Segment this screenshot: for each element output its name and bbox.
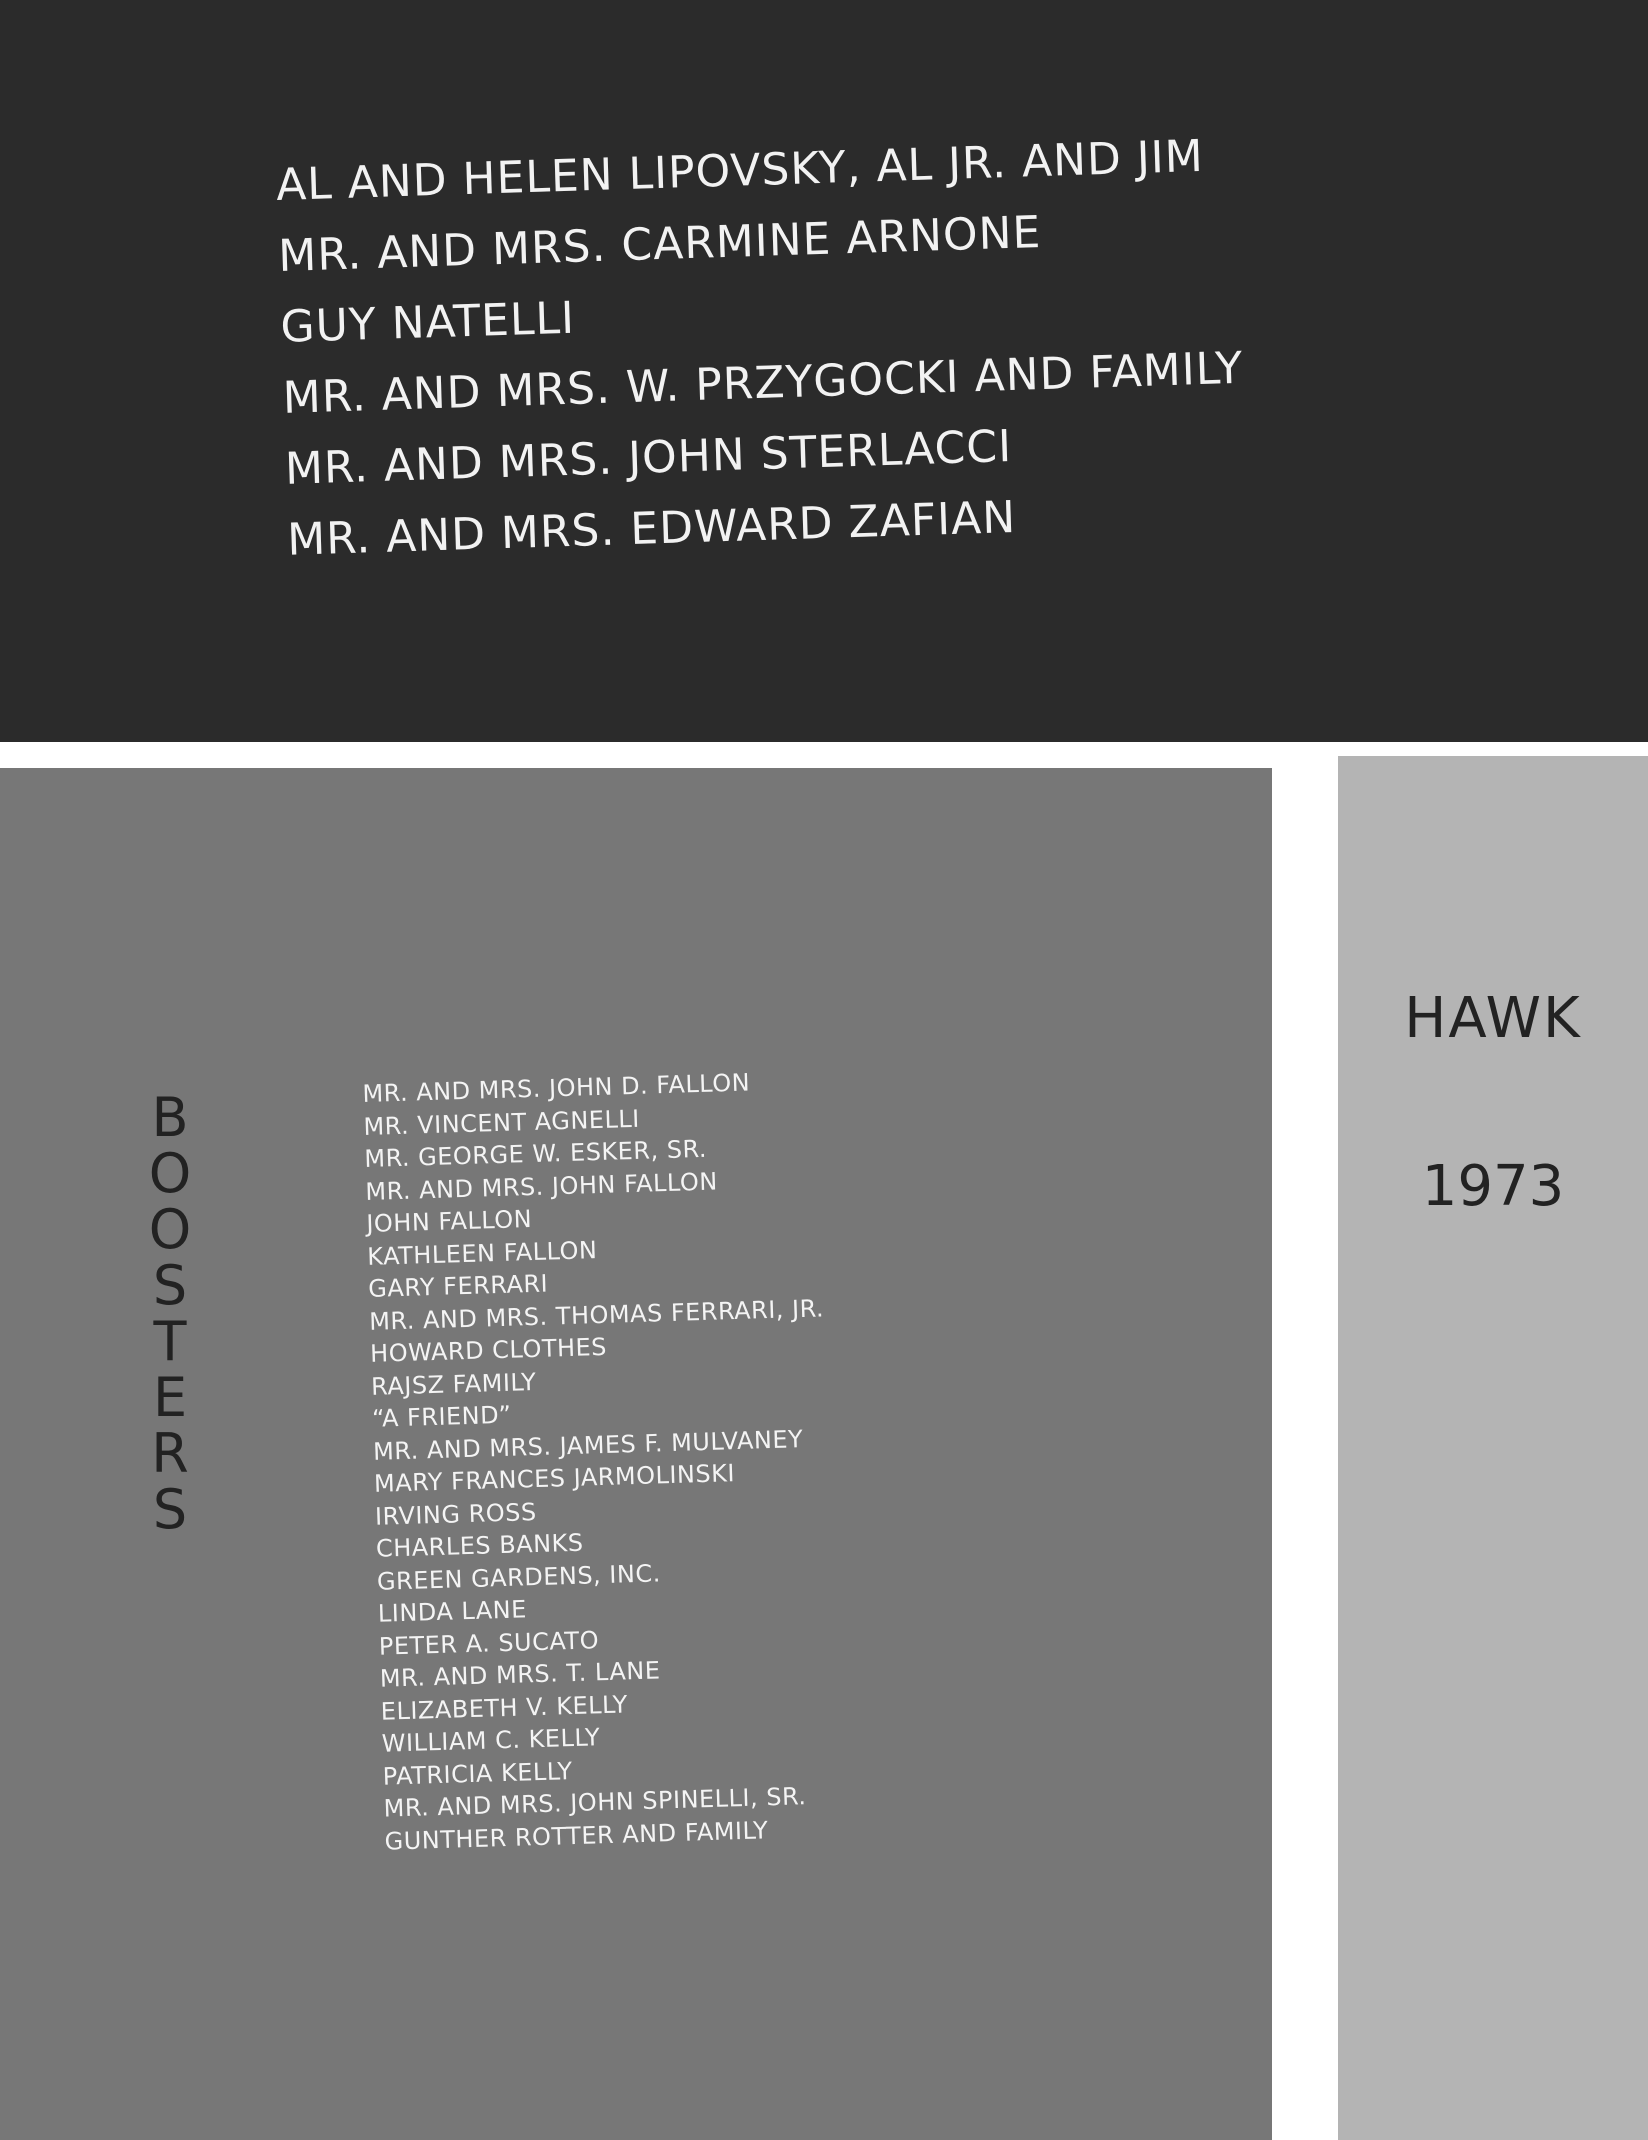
year-label: 1973: [1421, 1154, 1565, 1219]
booster-name: KATHLEEN FALLON: [366, 1235, 598, 1271]
booster-name: WILLIAM C. KELLY: [381, 1723, 601, 1758]
booster-name: MR. AND MRS. JOHN SPINELLI, SR.: [383, 1782, 807, 1823]
booster-name: RAJSZ FAMILY: [370, 1367, 537, 1401]
booster-name: GARY FERRARI: [367, 1269, 549, 1303]
top-name-line: MR. AND MRS. EDWARD ZAFIAN: [286, 491, 1017, 566]
top-name-line: GUY NATELLI: [279, 292, 576, 353]
booster-name: MR. VINCENT AGNELLI: [363, 1104, 641, 1141]
booster-name: LINDA LANE: [377, 1595, 528, 1628]
side-title-panel: [1338, 756, 1648, 2140]
top-name-line: MR. AND MRS. JOHN STERLACCI: [284, 421, 1013, 495]
main-names-list: [362, 1065, 840, 1858]
booster-name: IRVING ROSS: [374, 1497, 538, 1531]
top-name-line: MR. AND MRS. W. PRZYGOCKI AND FAMILY: [282, 342, 1244, 424]
booster-name: PETER A. SUCATO: [378, 1625, 600, 1661]
booster-name: GUNTHER ROTTER AND FAMILY: [384, 1815, 769, 1856]
booster-name: ELIZABETH V. KELLY: [380, 1689, 629, 1726]
booster-name: MR. AND MRS. JAMES F. MULVANEY: [372, 1424, 804, 1466]
top-name-line: AL AND HELEN LIPOVSKY, AL JR. AND JIM: [275, 130, 1205, 211]
booster-name: GREEN GARDENS, INC.: [376, 1558, 662, 1596]
booster-name: JOHN FALLON: [365, 1205, 533, 1238]
booster-name: MR. AND MRS. T. LANE: [379, 1656, 661, 1693]
booster-name: “A FRIEND”: [371, 1400, 512, 1433]
booster-name: MR. AND MRS. JOHN D. FALLON: [362, 1068, 751, 1108]
booster-name: MR. GEORGE W. ESKER, SR.: [363, 1134, 708, 1173]
booster-name: CHARLES BANKS: [375, 1528, 584, 1563]
booster-name: MARY FRANCES JARMOLINSKI: [373, 1459, 736, 1498]
booster-name: MR. AND MRS. THOMAS FERRARI, JR.: [368, 1293, 825, 1336]
top-name-line: MR. AND MRS. CARMINE ARNONE: [277, 206, 1043, 282]
booster-name: MR. AND MRS. JOHN FALLON: [364, 1166, 719, 1206]
hawk-title: HAWK: [1404, 986, 1582, 1051]
top-names-list: [275, 120, 1249, 576]
booster-name: HOWARD CLOTHES: [369, 1332, 608, 1368]
booster-name: PATRICIA KELLY: [382, 1756, 573, 1791]
boosters-vertical-word: BOOSTERS: [148, 1086, 192, 1541]
